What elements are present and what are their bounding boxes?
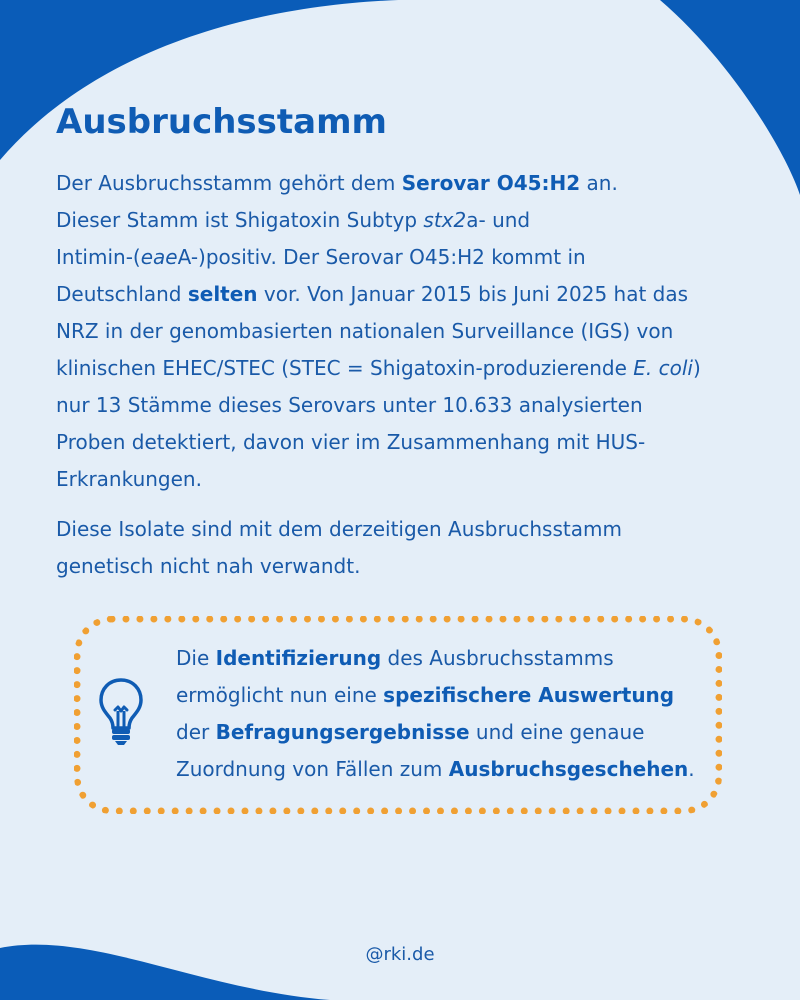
text-line: Zuordnung von Fällen zum Ausbruchsgeschehen.	[176, 757, 695, 781]
text-line: klinischen EHEC/STEC (STEC = Shigatoxin-produzierende E. coli)	[56, 356, 701, 380]
text-line: Der Ausbruchsstamm gehört dem Serovar O45:H2 an.	[56, 171, 618, 195]
text-line: Deutschland selten vor. Von Januar 2015 bis Juni 2025 hat das	[56, 282, 689, 306]
text-line: Die Identifizierung des Ausbruchsstamms	[176, 646, 614, 670]
text-line: Diese Isolate sind mit dem derzeitigen Ausbruchsstamm	[56, 517, 622, 541]
species-ecoli: E. coli	[633, 356, 693, 380]
text-line: Proben detektiert, davon vier im Zusammenhang mit HUS-	[56, 430, 646, 454]
text-line: Intimin-(eaeA-)positiv. Der Serovar O45:H2 kommt in	[56, 245, 586, 269]
gene-stx2: stx2	[423, 208, 467, 232]
lightbulb-icon	[96, 676, 146, 746]
strain-description	[56, 165, 701, 498]
isolates-note	[56, 511, 622, 585]
text-line: der Befragungsergebnisse und eine genaue	[176, 720, 645, 744]
gene-eae: eae	[140, 245, 178, 269]
text-line: Dieser Stamm ist Shigatoxin Subtyp stx2a- und	[56, 208, 531, 232]
text-line: NRZ in der genombasierten nationalen Surveillance (IGS) von	[56, 319, 674, 343]
rare-highlight: selten	[187, 282, 258, 306]
text-line: Erkrankungen.	[56, 467, 202, 491]
text-line: ermöglicht nun eine spezifischere Auswertung	[176, 683, 675, 707]
callout-text	[176, 640, 695, 788]
serovar-highlight: Serovar O45:H2	[401, 171, 581, 195]
text-line: nur 13 Stämme dieses Serovars unter 10.633 analysierten	[56, 393, 643, 417]
footer-handle: @rki.de	[365, 944, 435, 965]
page-title: Ausbruchsstamm	[56, 102, 387, 142]
text-line: genetisch nicht nah verwandt.	[56, 554, 361, 578]
